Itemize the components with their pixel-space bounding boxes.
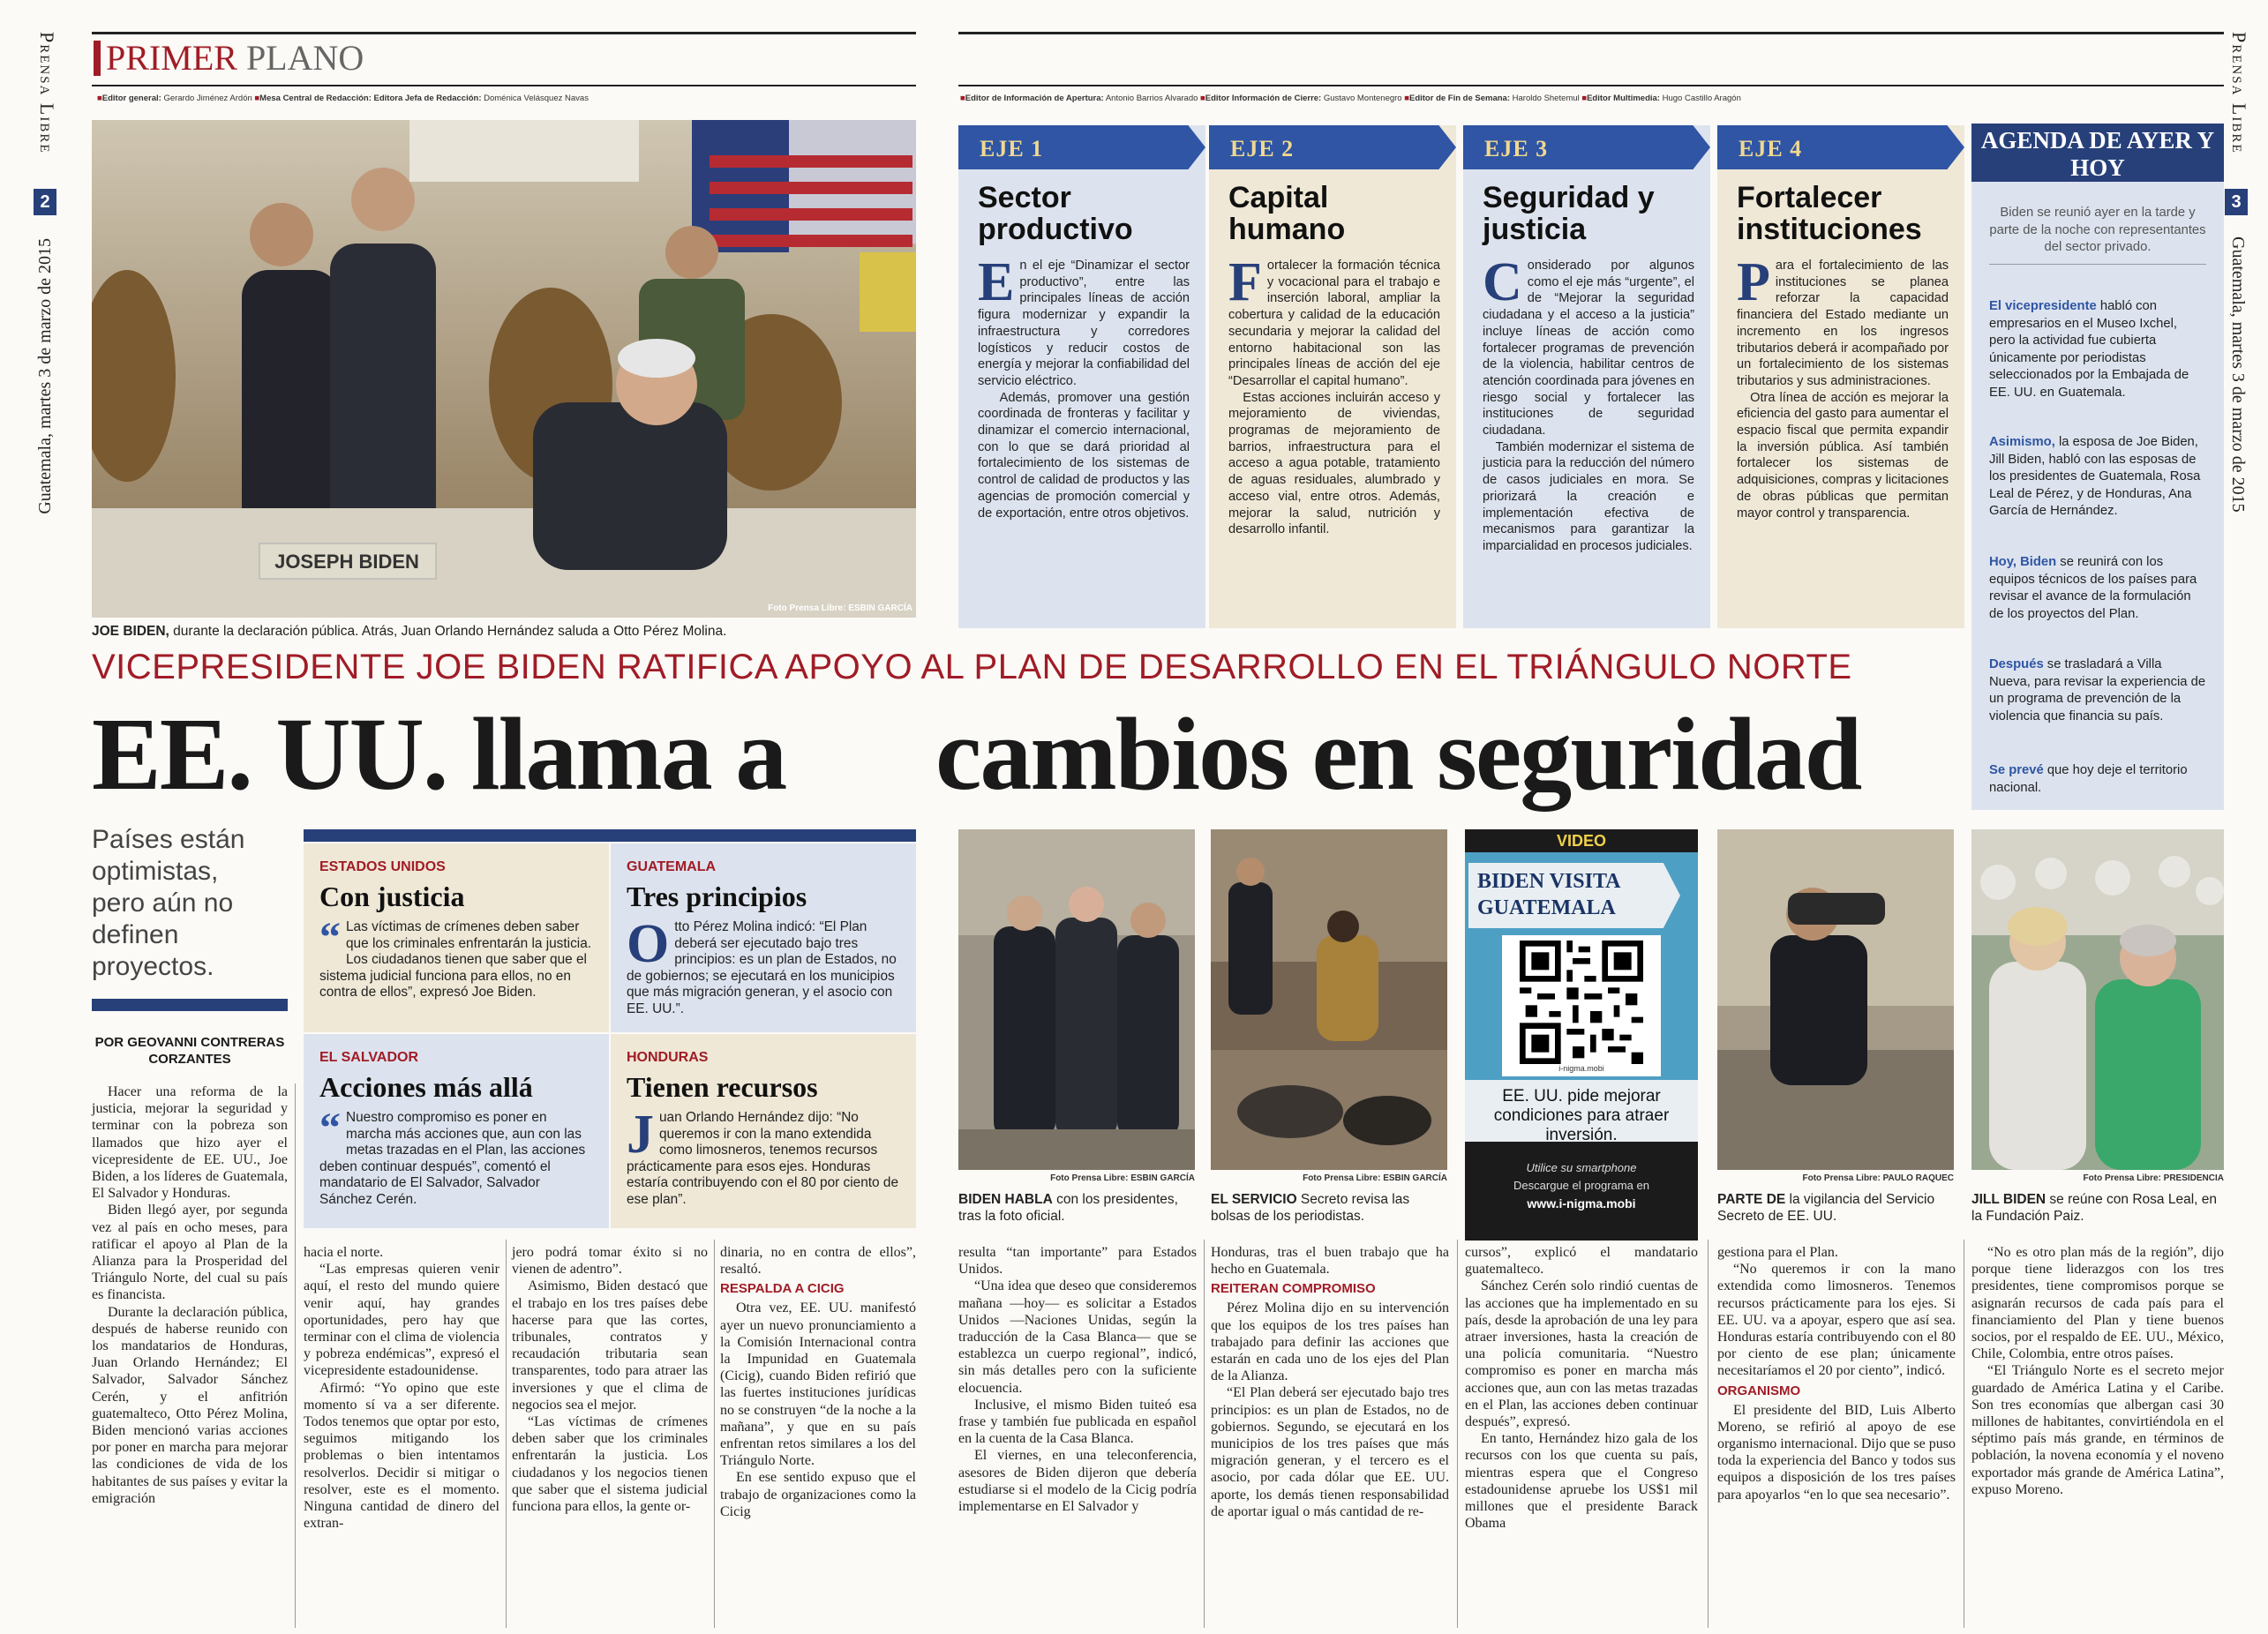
photo-caption: JILL BIDEN se reúne con Rosa Leal, en la Fundación Paiz. [1971,1192,2218,1224]
quote-body: “ Las víctimas de crímenes deben saber que los criminales enfrentarán la justicia. Los ciudadanos tienen que saber que el sistema judicial funciona para ellos, no en contra de ellos”, expresó Joe Biden. [319,914,592,1000]
paper-name-left: Prensa Libre [36,32,58,154]
quote-title: Con justicia [319,881,465,912]
main-photo-credit: Foto Prensa Libre: ESBIN GARCÍA [768,603,912,613]
column-divider [714,1240,715,1628]
quote-body: Juan Orlando Hernández dijo: “No queremos ir con la mano extendida como limosneros, tenemos recursos prácticamente para esos ejes. Honduras estaría contribuyendo con el 80 por ciento de ese plan”. [627,1105,899,1207]
eje-3-title: Seguridad y justicia [1483,181,1655,246]
quote-kicker: ESTADOS UNIDOS [319,859,446,874]
eje-4-tag-label: EJE 4 [1739,136,1803,161]
photo-credit: Foto Prensa Libre: ESBIN GARCÍA [1050,1173,1195,1183]
body-column-1: Hacer una reforma de la justicia, mejorar la seguridad y terminar con la pobreza son llamados que hizo ayer el vicepresidente de EE. UU., Joe Biden, a los líderes de Guatemala, El Salvador y Honduras. Biden llegó ayer, por segunda vez al país en ocho meses, para ratificar el apoyo al Plan de la Alianza para la Prosperidad del Triángulo Norte, del cual su país es financista. Durante la declaración pública, después de haberse reunido con los mandatarios de Honduras, Juan Orlando Hernández; El Salvador, Salvador Sánchez Cerén, y el anfitrión guatemalteco, Otto Pérez Molina, Biden mencionó varias acciones por poner en marcha para mejorar las condiciones de vida de los habitantes de sus países y evitar la emigración [92,1084,288,1506]
main-photo [92,120,916,618]
photo-image [1717,829,1954,1170]
body-column-3: jero podrá tomar éxito si no vienen de adentro”. Asimismo, Biden destacó que el trabajo en los tres países debe hacerse para que las cortes, tribunales, contratos y recaudación tributaria sean transparentes, todo para atraer las inversiones y que el clima de negocios sea el mejor. “Las víctimas de crímenes deben saber que los criminales enfrentarán la justicia. Los ciudadanos y los negocios tienen que saber que el sistema judicial funciona para ellos, la gente or- [512,1245,708,1515]
quote-title: Tienen recursos [627,1071,818,1103]
photo-image [1211,829,1447,1170]
top-rule-right [958,32,2224,34]
eje-2-title: Capital humano [1228,181,1346,246]
video-text: EE. UU. pide mejorar condiciones para atraer inversión. [1493,1087,1670,1144]
photo-credit: Foto Prensa Libre: PRESIDENCIA [2083,1173,2224,1183]
quote-box-el-salvador [304,1034,609,1228]
column-divider [1708,1240,1709,1628]
body-column-7: cursos”, explicó el mandatario guatemalteco. Sánchez Cerén solo rindió cuentas de las acciones que ha implementado en su país, desde la aprobación de una ley para atraer inversiones, hasta la creación de una policía comunitaria. “Nuestro compromiso es poner en marcha más acciones que, aun con las metas trazadas en el Plan, las acciones deben continuar después”, expresó. En tanto, Hernández hizo gala de los recursos con los que cuenta su país, mientras espera que el Congreso estadounidense apruebe los US$1 mil millones que el presidente Barack Obama [1465,1245,1698,1532]
page-number-right: 3 [2225,189,2248,215]
eje-1-box [958,125,1205,628]
agenda-item: Hoy, Biden se reunirá con los equipos técnicos de los países para revisar el avance de la formulación de los proyectos del Plan. [1989,555,2197,621]
eje-1-title: Sector productivo [978,181,1133,246]
photo-caption: BIDEN HABLA con los presidentes, tras la foto oficial. [958,1192,1178,1224]
eje-3-tag-label: EJE 3 [1484,136,1549,161]
headline-kicker: VICEPRESIDENTE JOE BIDEN RATIFICA APOYO AL PLAN DE DESARROLLO EN EL TRIÁNGULO NORTE [92,648,1852,686]
photo-credit: Foto Prensa Libre: ESBIN GARCÍA [1303,1173,1447,1183]
eje-2-body: Fortalecer la formación técnica y vocacional para el trabajo e inserción laboral, ampliar la cobertura y calidad de la educación secundaria y mejorar la calidad del entorno habitacional son las principales líneas de acción del eje “Desarrollar el capital humano”. Estas acciones incluirán acceso y mejoramiento de viviendas, programas de mejoramiento de barrios, infraestructura para el acceso a agua potable, tratamiento de aguas residuales, alumbrado y acceso vial, entre otros. Además, mejorar la salud, nutrición y desarrollo infantil. [1228,252,1440,537]
agenda-item: Se prevé que hoy deje el territorio nacional. [1989,763,2188,795]
quote-kicker: EL SALVADOR [319,1050,419,1065]
quote-title: Acciones más allá [319,1071,533,1103]
quote-body: “ Nuestro compromiso es poner en marcha más acciones que, aun con las metas trazadas en el Plan, las acciones deben continuar después”, comentó el mandatario de El Salvador, Salvador Sánchez Cerén. [319,1105,586,1207]
quote-body: Otto Pérez Molina indicó: “El Plan deberá ser ejecutado bajo tres principios: es un plan de Estados, no de gobiernos; se ejecutará en los municipios que más migración generan, y el asocio con EE. UU.”. [627,914,897,1016]
qr-code[interactable] [1502,935,1661,1076]
quote-box-guatemala [611,843,916,1032]
section-marker [94,41,101,76]
eje-3-body: Considerado por algunos como el eje más “urgente”, el de “Mejorar la seguridad ciudadana y el acceso a la justicia” incluye líneas de acción como fortalecer programas de prevención de la violencia, habilitar centros de atención coordinada para jóvenes en riesgo social y fortalecer las instituciones de seguridad ciudadana. También modernizar el sistema de justicia para la reducción del número de casos judiciales en mora. Se priorizará la creación e implementación efectiva de mecanismos para garantizar la imparcialidad en procesos judiciales. [1483,252,1694,553]
agenda-intro: Biden se reunió ayer en la tarde y parte de la noche con representantes del sector privado. [1989,205,2206,265]
nameplate: JOSEPH BIDEN [274,551,419,573]
quote-kicker: GUATEMALA [627,859,717,874]
photo-caption: EL SERVICIO Secreto revisa las bolsas de los periodistas. [1211,1192,1410,1224]
byline-bar [92,999,288,1011]
eje-3-box [1463,125,1710,628]
top-rule-left [92,32,916,34]
section-title: PRIMER PLANO [106,38,364,78]
photo-image [1971,829,2224,1170]
eje-1-body: En el eje “Dinamizar el sector productivo”, entre las principales líneas de acción figura modernizar y expandir la infraestructura y corredores logísticos y reducir costos de energía y mejorar la confiabilidad del servicio eléctrico. Además, promover una gestión coordinada de fronteras y facilitar y dinamizar el comercio internacional, con lo que se dará prioridad al fortalecimiento de los sistemas de control de calidad de productos y las agencias de promoción comercial y de exportación, entre otros objetivos. [978,252,1190,521]
photo-jill-biden [1971,829,2224,1170]
eje-2-tag-label: EJE 2 [1230,136,1295,161]
main-photo-image [92,120,916,618]
date-right: Guatemala, martes 3 de marzo de 2015 [2228,236,2248,513]
video-footer-link[interactable]: www.i-nigma.mobi [1527,1196,1636,1211]
body-column-6: Honduras, tras el buen trabajo que ha hecho en Guatemala. REITERAN COMPROMISO Pérez Molina dijo en su intervención que los equipos de los tres países han trabajado para definir las acciones que estarán en cada uno de los ejes del Plan de la Alianza. “El Plan deberá ser ejecutado bajo tres principios: es un plan de Estados, no de gobiernos. Segundo, se ejecutará en los municipios de los tres países que más migración generan, y el tercero es el asocio, por cada dólar que EE. UU. aporte, los demás tienen responsabilidad de aportar igual o más cantidad de re- [1211,1245,1449,1519]
video-footer-2: Descargue el programa en [1513,1179,1649,1192]
column-divider [295,1083,296,1628]
qr-code-image [1511,941,1652,1064]
agenda-title: AGENDA DE AYER Y HOY [1971,124,2224,182]
eje-4-body: Para el fortalecimiento de las instituciones se planea reforzar la capacidad financiera del Estado mediante un incremento en los ingresos tributarios deberá ir acompañado por un fortalecimiento de los sistemas tributarios y sus administraciones. Otra línea de acción es mejorar la eficiencia del gasto para aumentar el espacio fiscal que permita expandir la inversión pública. Así también fortalecer los sistemas de adquisiciones, compras y licitaciones de obras públicas que permitan mayor control y transparencia. [1737,252,1949,521]
video-footer-1: Utilice su smartphone [1526,1161,1637,1174]
photo-credit: Foto Prensa Libre: PAULO RAQUEC [1802,1173,1954,1183]
eje-4-title: Fortalecer instituciones [1737,181,1922,246]
photo-biden-habla [958,829,1195,1170]
paper-name-right: Prensa Libre [2228,32,2250,154]
header-rule-right [958,85,2224,86]
photo-vigilancia [1717,829,1954,1170]
body-column-8: gestiona para el Plan. “No queremos ir con la mano extendida como limosneros. Tenemos recursos prácticamente para los ejes. Si EE. UU. va a apoyar, espero que así sea. Honduras estaría contribuyendo con el 80 por ciento de ese plan; únicamente necesitaríamos el 20 por ciento”, indicó. ORGANISMO El presidente del BID, Luis Alberto Moreno, se refirió al apoyo de ese organismo internacional. Dijo que se puso toda la experiencia del Banco y todos sus equipos a disposición de los tres países para apoyarlos “en lo que sea necesario”. [1717,1245,1956,1503]
main-photo-caption: JOE BIDEN, durante la declaración pública. Atrás, Juan Orlando Hernández saluda a Otto Pérez Molina. [92,624,727,639]
byline: POR GEOVANNI CONTRERAS CORZANTES [94,1035,285,1067]
body-column-9: “No es otro plan más de la región”, dijo porque tiene liderazgos con los tres presidentes, tiene compromisos porque se asignarán recursos de cada país para el financiamiento del Plan y tiene buenos socios, por el respaldo de EE. UU., México, Chile, Colombia, entre otros países. “El Triángulo Norte es el secreto mejor guardado de América Latina y el Caribe. Son tres economías que albergan casi 30 millones de habitantes, convirtiéndola en el séptimo país más grande, en términos de población, la novena economía y el noveno exportador más grande de América Latina”, expuso Moreno. [1971,1245,2224,1497]
date-left: Guatemala, martes 3 de marzo de 2015 [35,238,55,514]
body-column-5: resulta “tan importante” para Estados Unidos. “Una idea que deseo que consideremos mañana —hoy— es solicitar a Estados Unidos —Naciones Unidas, según la traducción de la Casa Blanca— que se establezca un cuerpo regional”, indicó, sin más detalles pero con la suficiente elocuencia. Inclusive, el mismo Biden tuiteó esa frase y también fue publicada en español en la cuenta de la Casa Blanca. El viernes, en una teleconferencia, asesores de Biden dijeron que debería estudiarse si el modelo de la Cicig podría implementarse en El Salvador y [958,1245,1197,1515]
body-column-4: dinaria, no en contra de ellos”, resaltó. RESPALDA A CICIG Otra vez, EE. UU. manifestó ayer un nuevo pronunciamiento a la Comisión Internacional contra la Impunidad en Guatemala (Cicig), cuando Biden refirió que las fuertes instituciones jurídicas no se construyen “de la noche a la mañana”, y que en su país enfrentan retos similares a los del Triángulo Norte. En ese sentido expuso que el trabajo de organizaciones como la Cicig [720,1245,916,1519]
qr-label: i-nigma.mobi [1558,1064,1604,1073]
page-number-left: 2 [34,189,56,215]
column-divider [1457,1240,1458,1628]
agenda-sidebar [1971,124,2224,810]
agenda-item: El vicepresidente habló con empresarios en el Museo Ixchel, pero la actividad fue cubierta únicamente por periodistas seleccionados por la Embajada de EE. UU. en Guatemala. [1989,299,2189,400]
quotes-top-bar [304,829,916,842]
header-rule-left [92,85,916,86]
body-column-2: hacia el norte. “Las empresas quieren venir aquí, el resto del mundo quiere venir aquí, hay grandes oportunidades, pero hay que terminar con el clima de violencia y pobreza endémicas”, expresó el vicepresidente estadounidense. Afirmó: “Yo opino que este momento sí va a ser diferente. Todos tenemos que optar por esto, seguimos mitigando los problemas o bien intentamos resolverlos. Decidir si mitigar o resolver, este es el momento. Ninguna cantidad de dinero del extran- [304,1245,499,1532]
column-divider [1204,1240,1205,1628]
photo-image [958,829,1195,1170]
quote-kicker: HONDURAS [627,1050,709,1065]
video-box[interactable] [1465,829,1698,1240]
quote-title: Tres principios [627,881,807,912]
quote-box-honduras [611,1034,916,1228]
eje-4-box [1717,125,1964,628]
eje-2-box [1209,125,1456,628]
quote-box-eeuu [304,843,609,1032]
photo-caption: PARTE DE la vigilancia del Servicio Secreto de EE. UU. [1717,1192,1935,1224]
agenda-item: Asimismo, la esposa de Joe Biden, Jill Biden, habló con las esposas de los presidentes de Guatemala, Rosa Leal de Pérez, y de Honduras, Ana García de Hernández. [1989,435,2201,518]
column-divider [506,1240,507,1628]
deck: Países están optimistas, pero aún no definen proyectos. [92,825,245,981]
video-label: VIDEO [1556,832,1606,850]
video-title: BIDEN VISITA GUATEMALA [1477,870,1620,919]
headline-main-a: EE. UU. llama a [92,696,786,812]
headline-main-b: cambios en seguridad [935,696,1861,812]
agenda-item: Después se trasladará a Villa Nueva, para revisar la experiencia de un programa de prevención de la violencia que financia su país. [1989,657,2206,723]
staff-credits-right: ■Editor de Información de Apertura: Antonio Barrios Alvarado ■Editor Información de Cierre: Gustavo Montenegro ■Editor de Fin de Semana: Haroldo Shetemul ■Editor Multimedia: Hugo Castillo Aragón [960,94,1741,103]
staff-credits-left: ■Editor general: Gerardo Jiménez Ardón ■Mesa Central de Redacción: Editora Jefa de Redacción: Doménica Velásquez Navas [97,94,589,103]
eje-1-tag-label: EJE 1 [980,136,1044,161]
photo-servicio-secreto [1211,829,1447,1170]
